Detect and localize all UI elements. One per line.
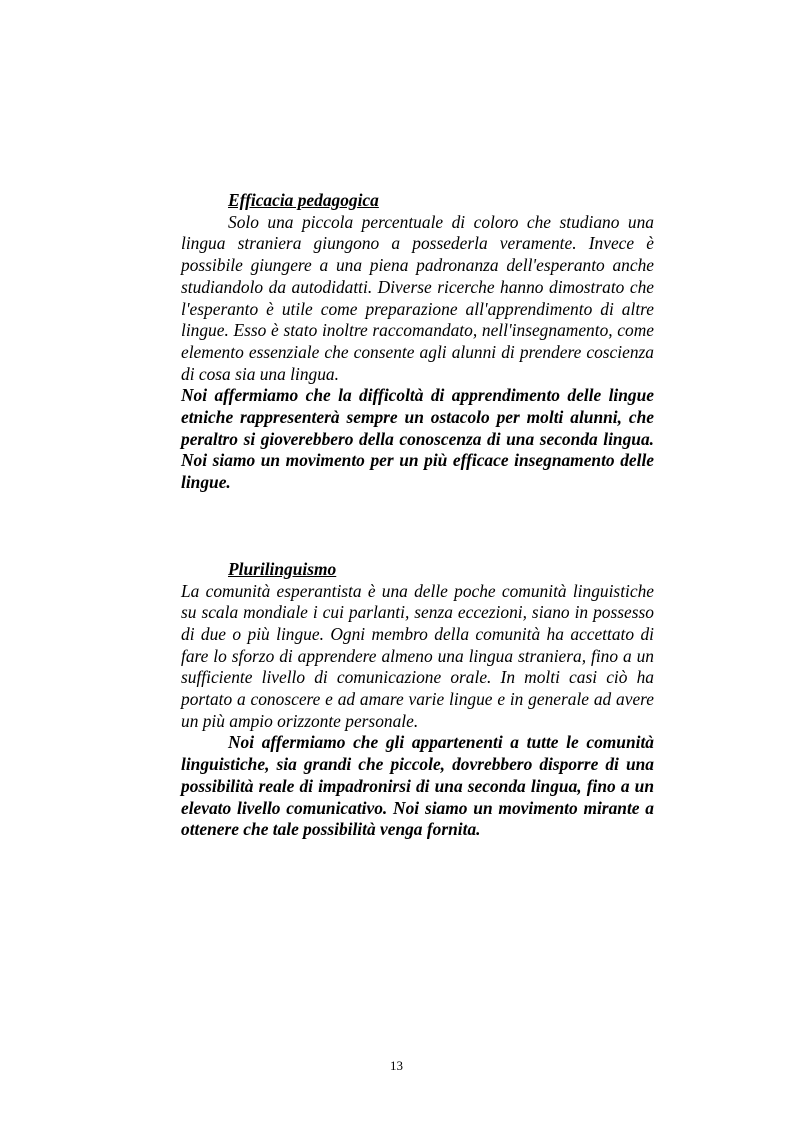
section-paragraph-bold: Noi affermiamo che gli appartenenti a tutte le comunità linguistiche, sia grandi che piccole, dovrebbero disporre di una possibilità reale di impadronirsi di una seconda lingua, fino a un elevato livello comunicativo. Noi siamo un movimento mirante a ottenere che tale possibilità venga fornita. [181, 732, 654, 840]
section-spacer [181, 494, 654, 559]
section-paragraph-bold: Noi affermiamo che la difficoltà di apprendimento delle lingue etniche rappresenterà sempre un ostacolo per molti alunni, che peraltro si gioverebbero della conoscenza di una seconda lingua. Noi siamo un movimento per un più efficace insegnamento delle lingue. [181, 385, 654, 493]
section-plurilinguismo [181, 559, 654, 841]
section-efficacia-pedagogica [181, 190, 654, 494]
section-heading: Plurilinguismo [228, 558, 337, 579]
page-content [181, 190, 654, 841]
section-paragraph: La comunità esperantista è una delle poche comunità linguistiche su scala mondiale i cui parlanti, senza eccezioni, siano in possesso di due o più lingue. Ogni membro della comunità ha accettato di fare lo sforzo di apprendere almeno una lingua straniera, fino a un sufficiente livello di comunicazione orale. In molti casi ciò ha portato a conoscere e ad amare varie lingue e in generale ad avere un più ampio orizzonte personale. [181, 580, 654, 731]
page-number: 13 [390, 1058, 403, 1073]
section-paragraph: Solo una piccola percentuale di coloro che studiano una lingua straniera giungono a possederla veramente. Invece è possibile giungere a una piena padronanza dell'esperanto anche studiandolo da autodidatti. Diverse ricerche hanno dimostrato che l'esperanto è utile come preparazione all'apprendimento di altre lingue. Esso è stato inoltre raccomandato, nell'insegnamento, come elemento essenziale che consente agli alunni di prendere coscienza di cosa sia una lingua. [181, 211, 654, 384]
section-heading: Efficacia pedagogica [228, 190, 379, 210]
